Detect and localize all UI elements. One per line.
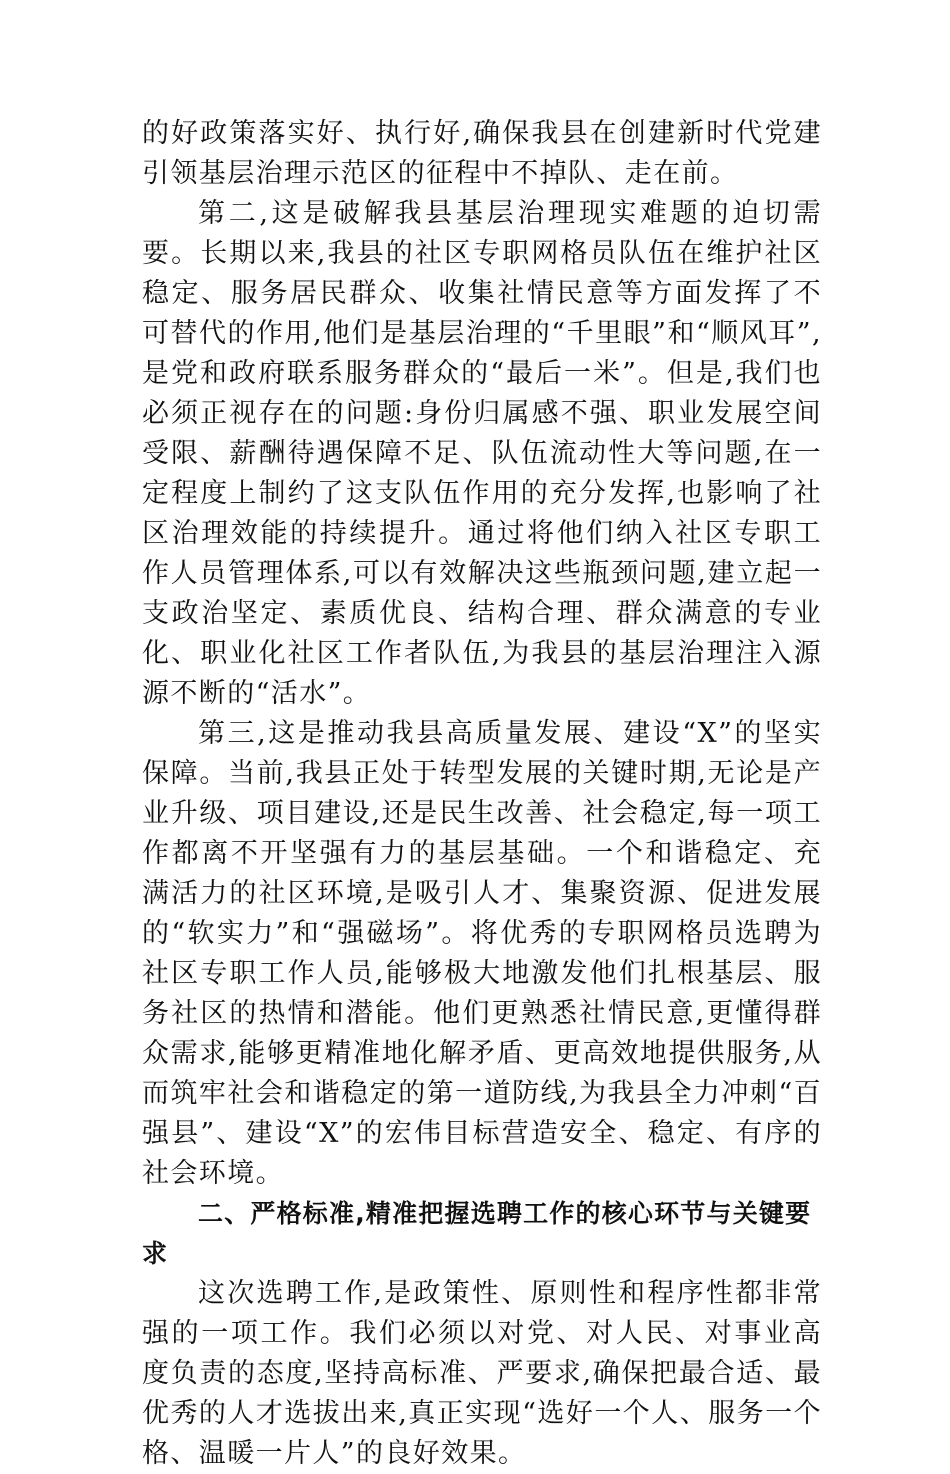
paragraph-section-intro: 这次选聘工作,是政策性、原则性和程序性都非常强的一项工作。我们必须以对党、对人民、对事业高度负责的态度,坚持高标准、严要求,确保把最合适、最优秀的人才选拔出来,真正实现“选好一个人、服务一个格、温暖一片人”的良好效果。 xyxy=(142,1278,822,1469)
section-heading: 二、严格标准,精准把握选聘工作的核心环节与关键要求 xyxy=(142,1199,812,1268)
paragraph-third-point: 第三,这是推动我县高质量发展、建设“X”的坚实保障。当前,我县正处于转型发展的关键时期,无论是产业升级、项目建设,还是民生改善、社会稳定,每一项工作都离不开坚强有力的基层基础。一个和谐稳定、充满活力的社区环境,是吸引人才、集聚资源、促进发展的“软实力”和“强磁场”。将优秀的专职网格员选聘为社区专职工作人员,能够极大地激发他们扎根基层、服务社区的热情和潜能。他们更熟悉社情民意,更懂得群众需求,能够更精准地化解矛盾、更高效地提供服务,从而筑牢社会和谐稳定的第一道防线,为我县全力冲刺“百强县”、建设“X”的宏伟目标营造安全、稳定、有序的社会环境。 xyxy=(142,718,822,1189)
paragraph-second-point: 第二,这是破解我县基层治理现实难题的迫切需要。长期以来,我县的社区专职网格员队伍在维护社区稳定、服务居民群众、收集社情民意等方面发挥了不可替代的作用,他们是基层治理的“千里眼”和“顺风耳”,是党和政府联系服务群众的“最后一米”。但是,我们也必须正视存在的问题:身份归属感不强、职业发展空间受限、薪酬待遇保障不足、队伍流动性大等问题,在一定程度上制约了这支队伍作用的充分发挥,也影响了社区治理效能的持续提升。通过将他们纳入社区专职工作人员管理体系,可以有效解决这些瓶颈问题,建立起一支政治坚定、素质优良、结构合理、群众满意的专业化、职业化社区工作者队伍,为我县的基层治理注入源源不断的“活水”。 xyxy=(142,198,822,709)
document-body xyxy=(142,114,822,1474)
paragraph-continuation: 的好政策落实好、执行好,确保我县在创建新时代党建引领基层治理示范区的征程中不掉队、走在前。 xyxy=(142,118,822,189)
